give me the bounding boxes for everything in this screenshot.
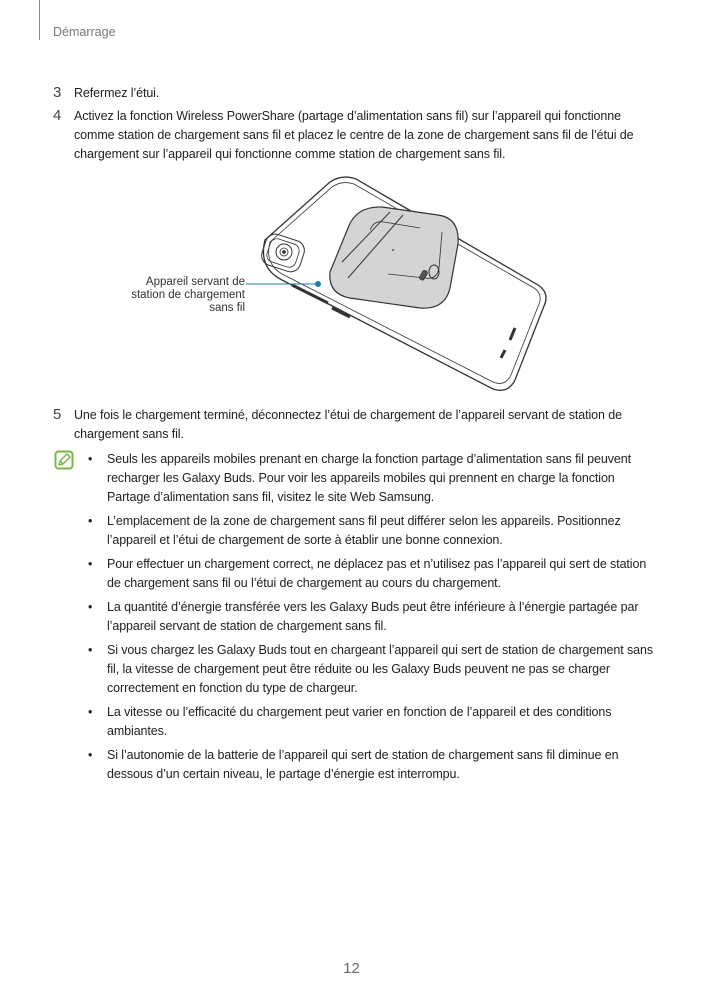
- step-text: Activez la fonction Wireless PowerShare (partage d’alimentation sans fil) sur l’appareil qui fonctionne comme station de chargement sans fil et placez le centre de la zone de chargement sans fil de l’étui de chargement sur l’appareil qui fonctionne comme station de chargement sans fil.: [74, 109, 634, 161]
- note-pencil-icon: [54, 450, 74, 470]
- step-text: Refermez l’étui.: [74, 86, 160, 100]
- note-bullet: [88, 641, 658, 698]
- bullet-text: L’emplacement de la zone de chargement sans fil peut différer selon les appareils. Positionnez l’appareil et l’étui de chargement de sorte à établir une bonne connexion.: [107, 514, 621, 547]
- page-number: 12: [343, 960, 360, 977]
- note-bullet: [88, 746, 658, 784]
- step-number: 5: [53, 406, 62, 423]
- note-bullet: [88, 598, 658, 636]
- bullet-dot: •: [88, 452, 93, 466]
- step-3: [53, 84, 653, 103]
- step-4: [53, 107, 653, 164]
- bullet-dot: •: [88, 748, 93, 762]
- bullet-dot: •: [88, 557, 93, 571]
- bullet-text: Si vous chargez les Galaxy Buds tout en chargeant l’appareil qui sert de station de chargement sans fil, la vitesse de chargement peut être réduite ou les Galaxy Buds peuvent ne pas se charger correctement en fonction du type de chargeur.: [107, 643, 653, 695]
- note-bullet: [88, 703, 658, 741]
- step-text: Une fois le chargement terminé, déconnectez l’étui de chargement de l’appareil servant de station de chargement sans fil.: [74, 408, 622, 441]
- step-5: [53, 406, 653, 444]
- note-bullet-list: [88, 450, 658, 789]
- note-bullet: [88, 555, 658, 593]
- note-bullet: [88, 450, 658, 507]
- bullet-dot: •: [88, 600, 93, 614]
- bullet-text: Si l’autonomie de la batterie de l’appareil qui sert de station de chargement sans fil diminue en dessous d’un certain niveau, le partage d’énergie est interrompu.: [107, 748, 619, 781]
- step-number: 4: [53, 107, 62, 124]
- callout-label: Appareil servant de station de chargement sans fil: [131, 276, 245, 314]
- bullet-dot: •: [88, 514, 93, 528]
- step-number: 3: [53, 84, 62, 101]
- bullet-text: La vitesse ou l’efficacité du chargement peut varier en fonction de l’appareil et des conditions ambiantes.: [107, 705, 612, 738]
- bullet-text: Pour effectuer un chargement correct, ne déplacez pas et n’utilisez pas l’appareil qui sert de station de chargement sans fil ou l’étui de chargement au cours du chargement.: [107, 557, 647, 590]
- bullet-dot: •: [88, 643, 93, 657]
- note-bullet: [88, 512, 658, 550]
- section-title: Démarrage: [53, 25, 116, 39]
- header-divider: [39, 0, 40, 40]
- bullet-text: Seuls les appareils mobiles prenant en charge la fonction partage d’alimentation sans fil peuvent recharger les Galaxy Buds. Pour voir les appareils mobiles qui prennent en charge la fonction Partage d’alimentation sans fil, visitez le site Web Samsung.: [107, 452, 631, 504]
- bullet-dot: •: [88, 705, 93, 719]
- bullet-text: La quantité d’énergie transférée vers les Galaxy Buds peut être inférieure à l’énergie partagée par l’appareil servant de station de chargement sans fil.: [107, 600, 639, 633]
- callout-dot: [315, 281, 321, 287]
